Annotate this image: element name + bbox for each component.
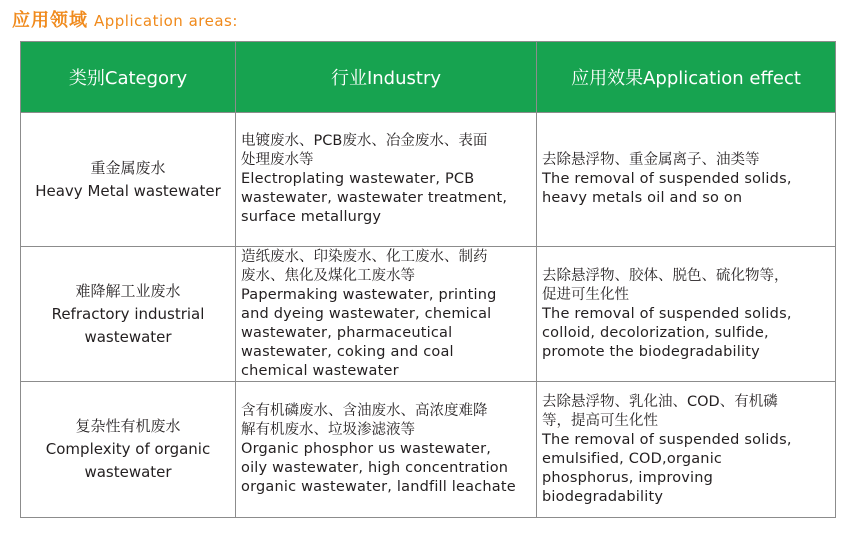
- effect-cell: [537, 113, 836, 247]
- effect-line: 促进可生化性: [542, 286, 629, 303]
- industry-line: 废水、焦化及煤化工废水等: [241, 267, 415, 284]
- effect-line: The removal of suspended solids,: [542, 171, 792, 187]
- industry-line: Papermaking wastewater, printing: [241, 286, 497, 303]
- title-english: Application areas:: [94, 12, 238, 30]
- effect-cell: [537, 247, 836, 382]
- effect-line: biodegradability: [542, 488, 664, 505]
- industry-line: chemical wastewater: [241, 362, 399, 379]
- industry-line: wastewater, pharmaceutical: [241, 324, 453, 341]
- category-cell: [21, 247, 236, 382]
- effect-line: promote the biodegradability: [542, 343, 760, 360]
- category-en: Complexity of organic: [45, 440, 211, 458]
- header-category: 类别Category: [21, 42, 236, 113]
- table-row: [21, 382, 836, 518]
- industry-line: oily wastewater, high concentration: [241, 460, 509, 476]
- effect-line: The removal of suspended solids,: [542, 305, 792, 322]
- effect-line: emulsified, COD,organic: [542, 450, 723, 467]
- effect-line: 去除悬浮物、乳化油、COD、有机磷: [542, 393, 778, 410]
- industry-line: surface metallurgy: [241, 209, 382, 225]
- category-cell: [21, 382, 236, 518]
- effect-line: phosphorus, improving: [542, 469, 714, 486]
- industry-line: Electroplating wastewater, PCB: [241, 171, 475, 187]
- header-industry: 行业Industry: [236, 42, 537, 113]
- category-cell: [21, 113, 236, 247]
- industry-line: wastewater, wastewater treatment,: [241, 190, 508, 206]
- effect-line: heavy metals oil and so on: [542, 190, 743, 206]
- effect-line: The removal of suspended solids,: [542, 431, 792, 448]
- industry-line: 解有机废水、垃圾渗滤液等: [241, 422, 415, 438]
- category-en: wastewater: [84, 463, 172, 481]
- industry-line: organic wastewater, landfill leachate: [241, 479, 516, 495]
- industry-line: 含有机磷废水、含油废水、高浓度难降: [241, 403, 488, 419]
- title-chinese: 应用领域: [12, 10, 88, 31]
- section-title: [12, 6, 238, 32]
- header-row: [21, 42, 836, 113]
- category-cn: 重金属废水: [90, 158, 166, 177]
- industry-cell: [236, 113, 537, 247]
- category-en: Refractory industrial: [51, 304, 205, 323]
- effect-line: colloid, decolorization, sulfide,: [542, 324, 769, 341]
- table-row: [21, 113, 836, 247]
- effect-cell: [537, 382, 836, 518]
- category-en: Heavy Metal wastewater: [35, 181, 221, 200]
- table-row: [21, 247, 836, 382]
- industry-cell: [236, 247, 537, 382]
- effect-line: 去除悬浮物、重金属离子、油类等: [542, 152, 760, 168]
- industry-cell: [236, 382, 537, 518]
- industry-line: 处理废水等: [241, 152, 314, 168]
- application-table: [20, 41, 836, 518]
- effect-line: 去除悬浮物、胶体、脱色、硫化物等，: [542, 267, 789, 284]
- industry-line: and dyeing wastewater, chemical: [241, 305, 492, 322]
- header-effect: 应用效果Application effect: [537, 42, 836, 113]
- category-cn: 复杂性有机废水: [75, 417, 181, 435]
- category-en: wastewater: [84, 327, 172, 346]
- industry-line: Organic phosphor us wastewater,: [241, 441, 492, 457]
- effect-line: 等，提高可生化性: [542, 412, 658, 429]
- industry-line: 造纸废水、印染废水、化工废水、制药: [241, 248, 488, 265]
- industry-line: wastewater, coking and coal: [241, 343, 454, 360]
- category-cn: 难降解工业废水: [75, 281, 181, 300]
- industry-line: 电镀废水、PCB废水、冶金废水、表面: [241, 133, 488, 149]
